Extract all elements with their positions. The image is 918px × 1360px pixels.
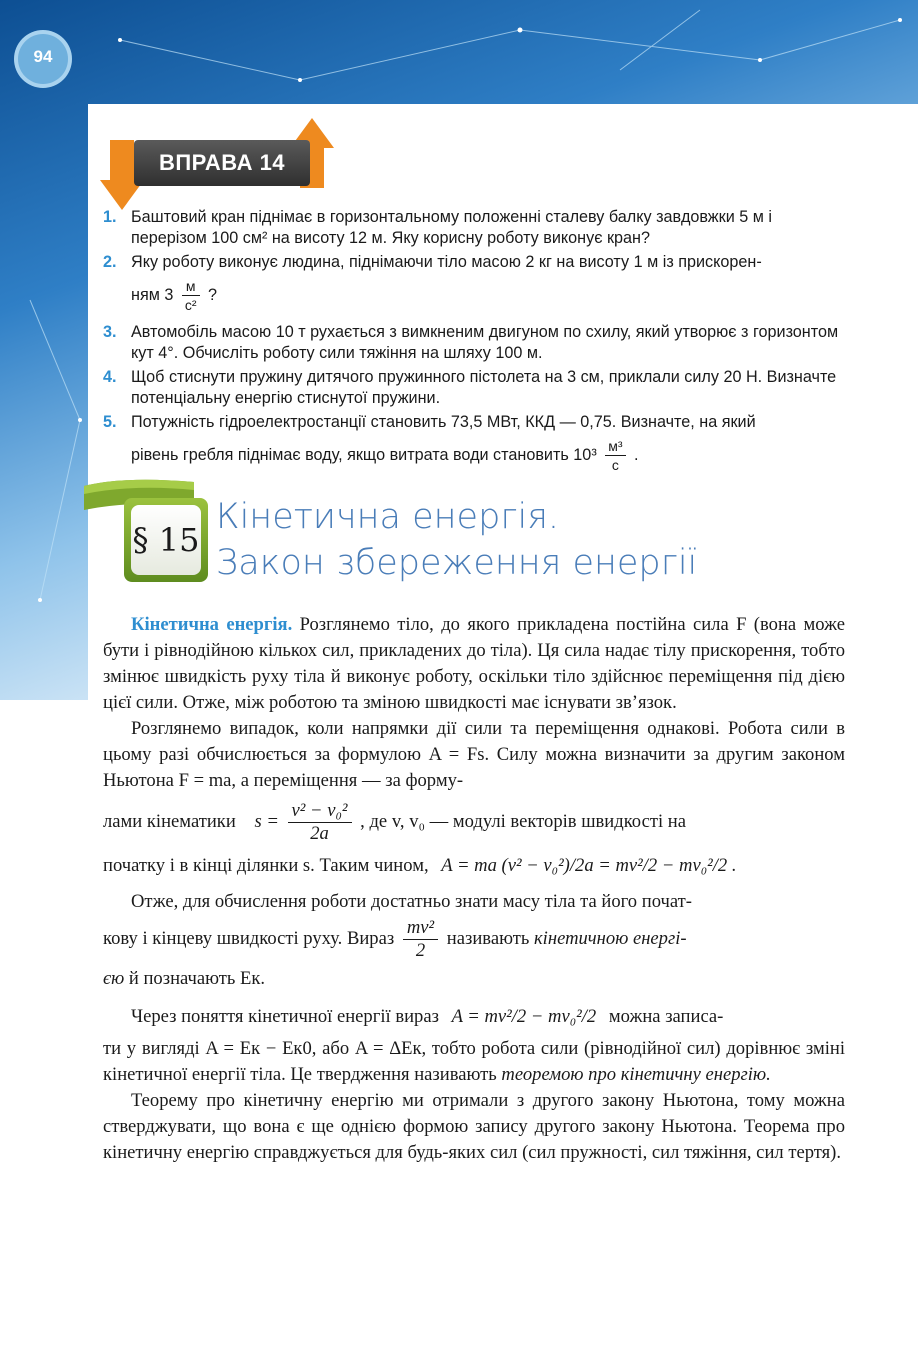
page-number-badge xyxy=(12,34,88,84)
section-title-line: Кінетична енергія. xyxy=(216,497,560,537)
exercise-text: ? xyxy=(208,285,218,304)
paragraph xyxy=(103,716,845,794)
paragraph-text: й позначають Eк. xyxy=(128,968,266,989)
fraction-denominator: 2 xyxy=(415,940,426,961)
exercise-text: Яку роботу виконує людина, піднімаючи тіло масою 2 кг на висоту 1 м із прискорен- xyxy=(131,253,762,271)
formula: A = ma (v² − v₀²)/2a = mv²/2 − mv₀²/2 . xyxy=(441,855,737,876)
exercise-label: ВПРАВА 14 xyxy=(134,140,310,186)
paragraph-text: Теорему про кінетичну енергію ми отримали з другого закону Ньютона, тому можна стверджувати, що вона є ще однією формою запису другого закону Ньютона. Теорема про кінетичну енергію справджується для будь-яких сил (сил пружності, сил тяжіння, сил тертя). xyxy=(103,1090,845,1163)
exercise-item xyxy=(100,322,848,364)
paragraph-text: Розглянемо випадок, коли напрямки дії сили та переміщення однакові. Робота сили в цьому разі обчислюється за формулою A = Fs. Силу можна визначити за другим законом Ньютона F = ma, а переміщення — за форму- xyxy=(103,718,845,791)
text-line xyxy=(103,966,845,992)
term: теоремою про кінетичну енергію. xyxy=(501,1064,771,1085)
formula-line xyxy=(103,800,845,845)
exercise-header xyxy=(100,118,340,208)
section-title-line: Закон збереження енергії xyxy=(216,543,698,583)
formula-line xyxy=(103,853,845,879)
section-number-box xyxy=(124,498,208,582)
section-number: § 15 xyxy=(131,505,201,575)
formula-fraction xyxy=(403,917,438,962)
fraction-denominator: с xyxy=(611,457,619,473)
paragraph-text: лами кінематики xyxy=(103,810,236,832)
fraction-numerator: м³ xyxy=(605,437,625,456)
section-title xyxy=(216,494,876,586)
text-block xyxy=(103,1036,845,1088)
paragraph-text: можна записа- xyxy=(608,1006,724,1027)
paragraph-text: кову і кінцеву швидкості руху. Вираз xyxy=(103,927,395,949)
paragraph-text: початку і в кінці ділянки s. Таким чином, xyxy=(103,855,429,876)
exercise-text: рівень гребля піднімає воду, якщо витрата води становить 10³ xyxy=(131,445,597,464)
term: єю xyxy=(103,968,125,989)
paragraph-text: Через поняття кінетичної енергії вираз xyxy=(131,1006,439,1027)
exercise-text: Баштовий кран піднімає в горизонтальному положенні сталеву балку завдовжки 5 м і перерізом 100 см² на висоту 12 м. Яку корисну роботу виконує кран? xyxy=(131,208,772,247)
exercise-text: Автомобіль масою 10 т рухається з вимкненим двигуном по схилу, який утворює з горизонтом кут 4°. Обчисліть роботу сили тяжіння на шляху 100 м. xyxy=(131,323,839,362)
paragraph-text: , де v, v₀ — модулі векторів швидкості на xyxy=(360,810,686,832)
term: кінетичною енергі- xyxy=(533,927,687,949)
formula: A = mv²/2 − mv₀²/2 xyxy=(451,1006,597,1027)
fraction-numerator: м xyxy=(182,277,200,296)
paragraph-text: називають xyxy=(446,927,530,949)
paragraph-text: Отже, для обчислення роботи достатньо знати масу тіла та його почат- xyxy=(131,891,692,912)
exercise-item xyxy=(100,367,848,409)
exercise-number: 3. xyxy=(103,323,117,341)
formula-lhs: s = xyxy=(254,810,279,832)
exercise-number: 4. xyxy=(103,368,117,386)
paragraph-text: Розглянемо тіло, до якого прикладена постійна сила F (вона може бути і рівнодійною кількох сил, прикладених до тіла). Ця сила надає тілу прискорення, тобто змінює швидкість руху тіла й виконує роботу, оскільки тіло здійснює переміщення під дією цієї сили. Отже, між роботою та зміною швидкості має існувати зв’язок. xyxy=(103,614,845,713)
exercise-text: . xyxy=(634,445,639,464)
fraction-numerator: v² − v₀² xyxy=(288,800,352,823)
formula-line xyxy=(103,1004,845,1030)
fraction-denominator: 2a xyxy=(310,823,329,844)
paragraph xyxy=(103,889,845,915)
section-badge xyxy=(84,476,214,586)
unit-fraction xyxy=(605,437,625,474)
body-text xyxy=(103,612,845,1166)
unit-fraction xyxy=(182,277,200,314)
exercise-number: 5. xyxy=(103,413,117,431)
fraction-denominator: с² xyxy=(184,297,197,313)
paragraph xyxy=(103,612,845,716)
exercise-number: 2. xyxy=(103,253,117,271)
fraction-numerator: mv² xyxy=(403,917,438,940)
exercise-item xyxy=(100,207,848,249)
paragraph-text: ти у вигляді A = Eк − Eк0, або A = ΔEк, тобто робота сили (рівнодійної сил) дорівнює зміні кінетичної енергії тіла. Це твердження називають xyxy=(103,1038,845,1085)
paragraph xyxy=(103,1088,845,1166)
page-number: 94 xyxy=(33,47,53,66)
exercise-text: ням 3 xyxy=(131,285,174,304)
formula-line xyxy=(103,917,845,962)
exercise-number: 1. xyxy=(103,208,117,226)
exercise-list xyxy=(100,207,848,474)
exercise-text: Потужність гідроелектростанції становить 73,5 МВт, ККД — 0,75. Визначте, на який xyxy=(131,413,756,431)
exercise-item xyxy=(100,412,848,474)
paragraph-lead: Кінетична енергія. xyxy=(131,614,293,635)
formula-fraction xyxy=(288,800,352,845)
exercise-text: Щоб стиснути пружину дитячого пружинного пістолета на 3 см, приклали силу 20 Н. Визначте потенціальну енергію стиснутої пружини. xyxy=(131,368,837,407)
exercise-item xyxy=(100,252,848,314)
